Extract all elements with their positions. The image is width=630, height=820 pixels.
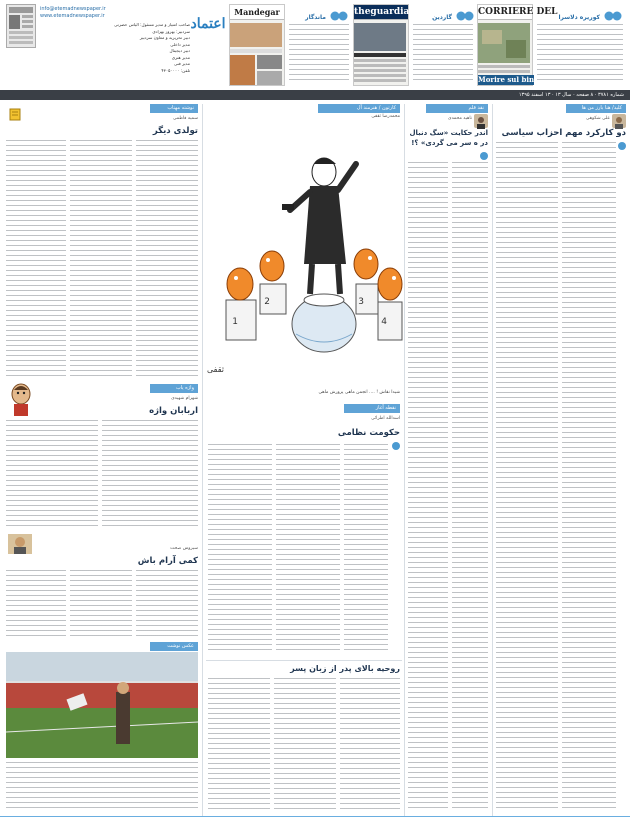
- staff-line: دبیر تحریریه و معاون سردبیر: [139, 35, 190, 40]
- press-thumb-mandegar[interactable]: [229, 4, 285, 86]
- press-title-corriere: کوریره دلاسرا: [558, 14, 600, 21]
- staff-line: صاحب امتیاز و مدیر مسئول: الیاس حضرتی: [114, 22, 190, 27]
- svg-text:2: 2: [264, 297, 270, 307]
- cartoon-drawing: [206, 124, 404, 384]
- author-name-left-word: شهرام شهیدی: [171, 396, 198, 401]
- quote-icon: [456, 10, 474, 22]
- article-body-lower-c: [208, 678, 270, 812]
- article-body-left-lower-c: [6, 570, 66, 636]
- press-thumb-image: [352, 20, 408, 88]
- section-tab-middle: نقد قلم: [426, 104, 488, 113]
- article-body-military-b: [276, 444, 340, 654]
- column-divider: [404, 104, 405, 816]
- press-quote-mandegar: [289, 24, 349, 82]
- bottom-rule: [0, 816, 630, 817]
- quote-icon: [618, 142, 626, 150]
- press-title-mandegar: ماندگار: [305, 14, 326, 21]
- article-body-middle-b: [408, 162, 448, 812]
- author-name-left-top: سمیه فاطمی: [172, 116, 198, 121]
- press-thumb-image: [228, 20, 284, 88]
- article-body-right-a: [562, 142, 616, 812]
- quote-icon: [330, 10, 348, 22]
- press-paper-name: theguardian: [354, 5, 408, 20]
- headline-lower-middle[interactable]: روحیه بالای پدر از زبان پسر: [290, 664, 400, 673]
- author-name-military: اسدالله اطرائی: [371, 416, 400, 421]
- article-body-military-c: [208, 444, 272, 654]
- quote-icon: [480, 152, 488, 160]
- section-divider: [206, 660, 402, 661]
- section-tab-left-word: واژه یاب: [150, 384, 198, 393]
- author-name-middle: ناهید محمدی: [448, 116, 472, 121]
- article-body-left-top-c: [6, 140, 66, 376]
- staff-line: سردبیر: بهروز بهزادی: [152, 28, 190, 34]
- article-body-lower-b: [274, 678, 336, 812]
- section-tab-right: کلید/ هنا بارز من ها: [566, 104, 626, 113]
- author-name-left-lower: سیروس صحت: [170, 546, 198, 551]
- author-photo: [8, 534, 32, 554]
- author-caricature: [8, 382, 34, 416]
- masthead-staff: [40, 22, 190, 74]
- press-thumb-corriere[interactable]: [477, 4, 558, 86]
- staff-line: مدیر هنری: [171, 54, 190, 60]
- article-body-right-b: [496, 142, 558, 812]
- article-body-left-lower-a: [136, 570, 198, 636]
- issue-info-bar: شماره ۳۷۸۱ · ۸ صفحه · سال ۱۳ · ۱۳ اسفند ۱۳۹۵: [0, 90, 630, 100]
- section-tab-left-top: نوشته مهتاب: [150, 104, 198, 113]
- press-title-guardian: گاردین: [432, 14, 452, 21]
- masthead-contact: [40, 6, 190, 20]
- headline-left-top[interactable]: تولدی دیگر: [152, 126, 198, 136]
- article-body-left-top-a: [136, 140, 198, 376]
- section-tab-photo: عکس نوشت: [150, 642, 198, 651]
- section-tab-military: نقطه آغاز: [344, 404, 400, 413]
- press-paper-name: CORRIERE DEL: [478, 5, 532, 20]
- press-thumb-image: [476, 20, 532, 78]
- section-tab-cartoon: کارتون / هنرمند آل: [318, 104, 400, 113]
- headline-left-word[interactable]: اربابان واژه: [149, 406, 198, 416]
- staff-line: تلفن: ۴۳۰۵۰۰۰۰: [161, 67, 190, 73]
- cartoon-image: [206, 124, 404, 384]
- svg-text:3: 3: [358, 297, 364, 307]
- article-body-military-a: [344, 444, 388, 654]
- headline-middle[interactable]: اندر حکایت «سگ دنبال در ه سر می گردی» ؟!: [409, 129, 488, 147]
- article-body-left-word-a: [102, 420, 198, 526]
- author-name-right: علی شکوهی: [585, 116, 610, 121]
- column-divider: [202, 104, 203, 816]
- notebook-icon: [8, 106, 22, 120]
- quote-icon: [392, 442, 400, 450]
- article-body-lower-a: [340, 678, 400, 812]
- quote-icon: [604, 10, 622, 22]
- column-divider: [492, 104, 493, 816]
- staff-line: مدیر فنی: [173, 61, 190, 66]
- stadium-photo: [6, 652, 198, 758]
- article-body-left-top-b: [70, 140, 132, 376]
- press-caption-corriere: Morire sul bin: [478, 75, 535, 84]
- press-quote-corriere: [537, 24, 623, 82]
- svg-text:1: 1: [232, 317, 238, 327]
- press-paper-name: Mandegar: [230, 5, 284, 20]
- author-avatar: [612, 114, 626, 128]
- headline-left-lower[interactable]: کمی آرام باش: [137, 556, 198, 566]
- photo-caption-text: [6, 762, 198, 812]
- author-avatar: [474, 114, 488, 128]
- cartoon-caption: شیدا نقاش ! .... انجمن ماهی پرورش ماهی: [318, 390, 400, 395]
- headline-military[interactable]: حکومت نظامی: [337, 428, 400, 438]
- newspaper-thumb-icon: [7, 5, 35, 47]
- contact-email[interactable]: info@etemadnewspaper.ir: [40, 6, 106, 12]
- staff-line: مدیر داخلی: [170, 41, 190, 47]
- contact-website[interactable]: www.etemadnewspaper.ir: [40, 13, 105, 19]
- newspaper-logo: اعتماد: [190, 16, 226, 32]
- svg-text:ثقفی: ثقفی: [207, 365, 224, 374]
- article-body-middle-a: [452, 162, 488, 812]
- article-body-left-word-b: [6, 420, 98, 526]
- press-thumb-guardian[interactable]: [353, 4, 416, 86]
- article-body-left-lower-b: [70, 570, 132, 636]
- headline-right[interactable]: دو کارکرد مهم احزاب سیاسی: [501, 128, 626, 138]
- masthead-photo: [6, 4, 36, 48]
- svg-text:4: 4: [381, 317, 387, 327]
- cartoonist-name: محمدرضا ثقفی: [371, 114, 400, 119]
- press-quote-guardian: [413, 24, 473, 82]
- staff-line: دبیر دیجیتال: [169, 48, 190, 53]
